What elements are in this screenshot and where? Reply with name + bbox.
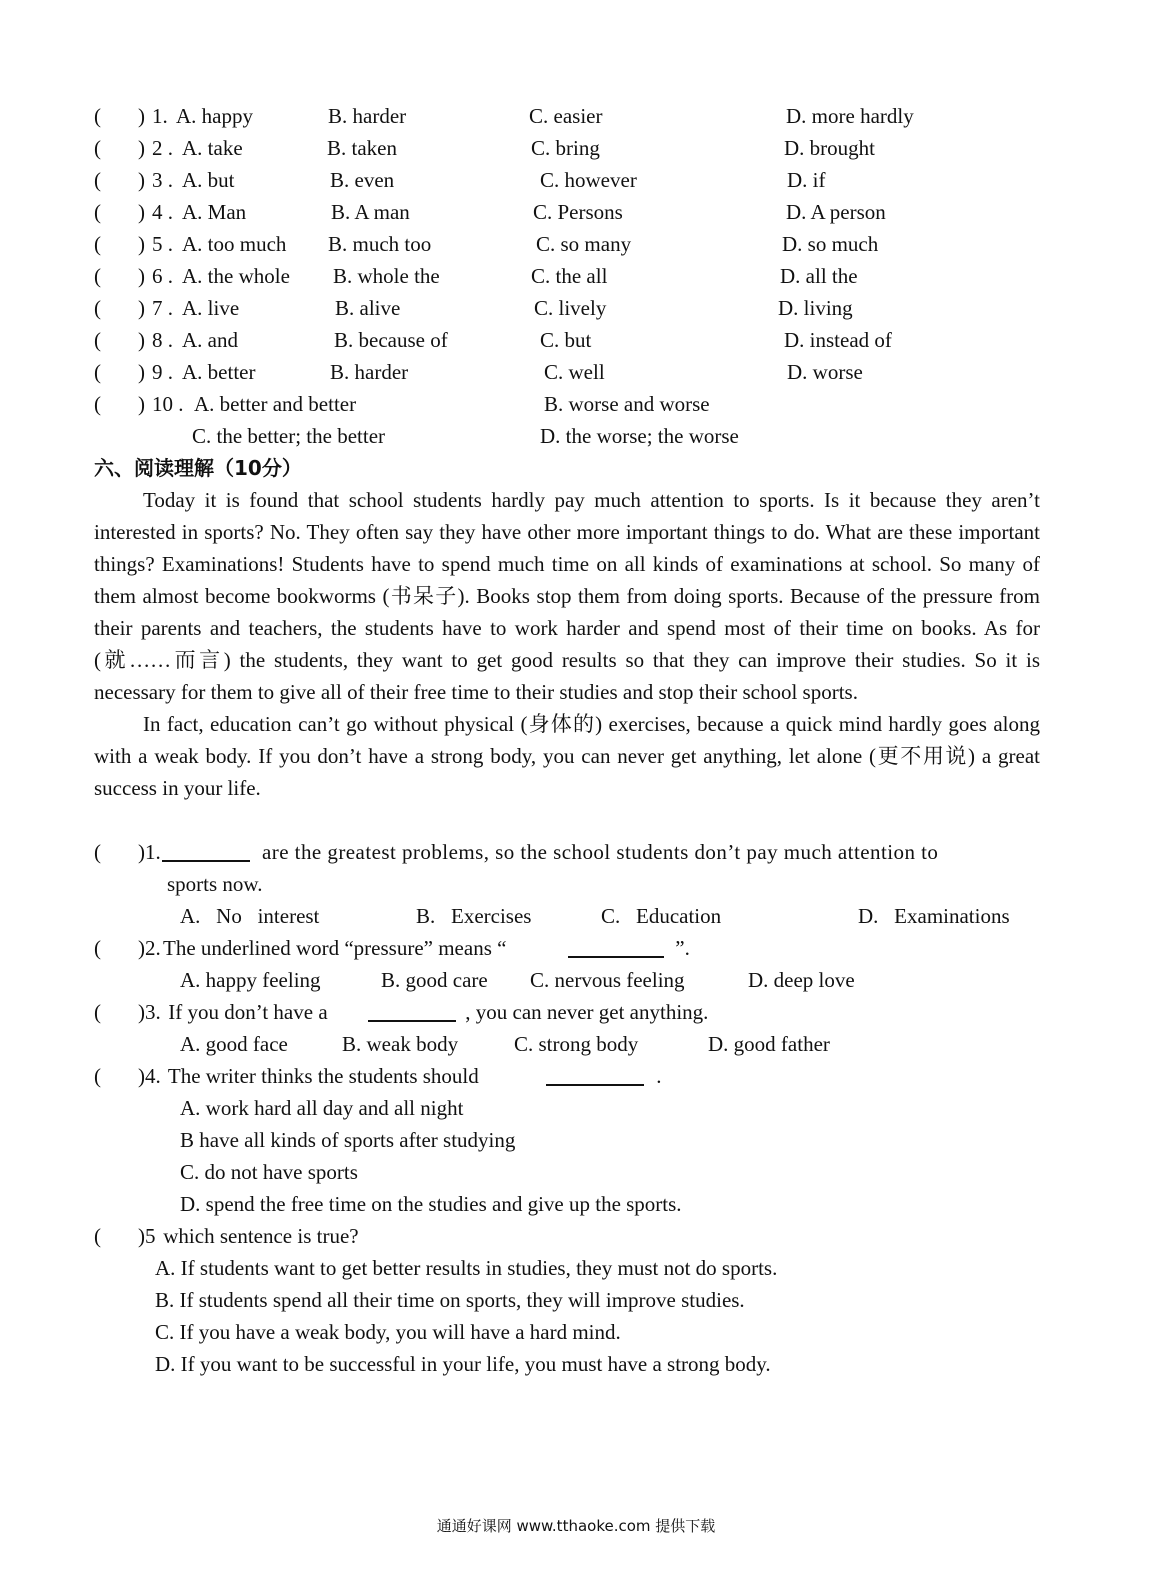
option-a: A. work hard all day and all night bbox=[180, 1096, 464, 1120]
option-d: D. brought bbox=[784, 136, 875, 160]
option-d: D. worse bbox=[787, 360, 863, 384]
answer-paren-open: ( bbox=[94, 136, 101, 160]
question-number: )1. bbox=[138, 840, 161, 864]
option-c: C. strong body bbox=[514, 1032, 639, 1056]
option-a: A. but bbox=[182, 168, 235, 192]
option-d: D. If you want to be successful in your life, you must have a strong body. bbox=[155, 1352, 771, 1376]
option-d: D. instead of bbox=[784, 328, 892, 352]
question-number: 2 . bbox=[152, 136, 173, 160]
question-text-continued: sports now. bbox=[167, 872, 263, 896]
option-c: C. do not have sports bbox=[180, 1160, 358, 1184]
option-b: B. much too bbox=[328, 232, 432, 256]
section-title: 六、阅读理解（10分） bbox=[94, 456, 302, 480]
answer-paren-close: ) bbox=[138, 168, 145, 192]
option-c: C. bring bbox=[531, 136, 600, 160]
question-text-end: . bbox=[651, 1064, 662, 1088]
question-number: 6 . bbox=[152, 264, 173, 288]
question-number: 10 . bbox=[152, 392, 184, 416]
question-text-end: , you can never get anything. bbox=[460, 1000, 709, 1024]
question-number: 5 . bbox=[152, 232, 173, 256]
question-text: The writer thinks the students should bbox=[163, 1064, 479, 1088]
option-d: D. good father bbox=[708, 1032, 830, 1056]
answer-paren-open: ( bbox=[94, 200, 101, 224]
answer-paren-close: ) bbox=[138, 136, 145, 160]
option-a: A. and bbox=[182, 328, 238, 352]
answer-blank bbox=[546, 1064, 644, 1086]
option-b: B. weak body bbox=[342, 1032, 459, 1056]
answer-paren-open: ( bbox=[94, 1064, 101, 1088]
option-a: A. Man bbox=[182, 200, 247, 224]
answer-paren-close: ) bbox=[138, 200, 145, 224]
option-a: A. happy feeling bbox=[180, 968, 321, 992]
question-text: If you don’t have a bbox=[163, 1000, 328, 1024]
option-c: C. the all bbox=[531, 264, 608, 288]
answer-paren-open: ( bbox=[94, 1224, 101, 1248]
option-d: D. more hardly bbox=[786, 104, 914, 128]
question-number: 8 . bbox=[152, 328, 173, 352]
answer-paren-open: ( bbox=[94, 104, 101, 128]
answer-paren-open: ( bbox=[94, 296, 101, 320]
option-c: C. Education bbox=[601, 904, 722, 928]
option-d: D. all the bbox=[780, 264, 858, 288]
option-a: A. No interest bbox=[180, 904, 320, 928]
question-text: are the greatest problems, so the school students don’t pay much attention to bbox=[262, 840, 939, 864]
option-c: C. but bbox=[540, 328, 592, 352]
option-d: D. Examinations bbox=[858, 904, 1010, 928]
option-b: B. Exercises bbox=[416, 904, 532, 928]
answer-blank bbox=[568, 936, 664, 958]
option-b: B. harder bbox=[330, 360, 409, 384]
option-d: D. if bbox=[787, 168, 826, 192]
answer-paren-close: ) bbox=[138, 104, 145, 128]
question-number: 3 . bbox=[152, 168, 173, 192]
question-text-end: ”. bbox=[670, 936, 690, 960]
page-footer: 通通好课网 www.tthaoke.com 提供下载 bbox=[436, 1517, 716, 1535]
option-b: B. If students spend all their time on sports, they will improve studies. bbox=[155, 1288, 745, 1312]
passage-paragraph-2: In fact, education can’t go without physical (身体的) exercises, because a quick mind hardly goes along with a weak body. If you don’t have a strong body, you can never get anything, let alone (更不用说) a great success in your life. bbox=[94, 712, 1040, 800]
answer-paren-close: ) bbox=[138, 264, 145, 288]
option-a: A. live bbox=[182, 296, 240, 320]
answer-blank bbox=[162, 840, 250, 862]
answer-paren-open: ( bbox=[94, 328, 101, 352]
answer-paren-open: ( bbox=[94, 392, 101, 416]
question-text: The underlined word “pressure” means “ bbox=[163, 936, 507, 960]
option-d: D. so much bbox=[782, 232, 879, 256]
option-c: C. the better; the better bbox=[192, 424, 386, 448]
reading-passage bbox=[94, 484, 1040, 804]
option-d: D. the worse; the worse bbox=[540, 424, 739, 448]
option-c: C. so many bbox=[536, 232, 632, 256]
option-c: C. well bbox=[544, 360, 605, 384]
option-a: A. take bbox=[182, 136, 243, 160]
option-b: B. taken bbox=[327, 136, 397, 160]
option-a: A. better and better bbox=[194, 392, 357, 416]
option-a: A. too much bbox=[182, 232, 287, 256]
answer-paren-close: ) bbox=[138, 296, 145, 320]
question-number: 9 . bbox=[152, 360, 173, 384]
option-a: A. happy bbox=[176, 104, 253, 128]
answer-paren-open: ( bbox=[94, 1000, 101, 1024]
answer-paren-open: ( bbox=[94, 264, 101, 288]
option-c: C. lively bbox=[534, 296, 607, 320]
question-number: )4. bbox=[138, 1064, 161, 1088]
option-d: D. A person bbox=[786, 200, 886, 224]
option-b: B have all kinds of sports after studying bbox=[180, 1128, 516, 1152]
option-d: D. living bbox=[778, 296, 853, 320]
question-number: )5 bbox=[138, 1224, 156, 1248]
answer-paren-open: ( bbox=[94, 840, 101, 864]
question-number: )2. bbox=[138, 936, 161, 960]
option-c: C. easier bbox=[529, 104, 603, 128]
option-c: C. however bbox=[540, 168, 637, 192]
option-b: B. good care bbox=[381, 968, 488, 992]
option-b: B. harder bbox=[328, 104, 407, 128]
answer-paren-open: ( bbox=[94, 168, 101, 192]
option-a: A. better bbox=[182, 360, 256, 384]
answer-paren-open: ( bbox=[94, 936, 101, 960]
option-c: C. Persons bbox=[533, 200, 623, 224]
option-d: D. deep love bbox=[748, 968, 855, 992]
option-b: B. because of bbox=[334, 328, 448, 352]
question-number: )3. bbox=[138, 1000, 161, 1024]
answer-paren-close: ) bbox=[138, 328, 145, 352]
option-c: C. If you have a weak body, you will have a hard mind. bbox=[155, 1320, 621, 1344]
answer-paren-close: ) bbox=[138, 392, 145, 416]
passage-paragraph-1: Today it is found that school students hardly pay much attention to sports. Is it because they aren’t interested in sports? No. They often say they have other more important things to do. What are these important things? Examinations! Students have to spend much time on all kinds of examinations at school. So many of them almost become bookworms (书呆子). Books stop them from doing sports. Because of the pressure from their parents and teachers, the students have to work harder and spend most of their time on books. As for (就……而言) the students, they want to get good results so that they can improve their studies. So it is necessary for them to give all of their free time to their studies and stop their school sports. bbox=[94, 488, 1040, 704]
option-a: A. the whole bbox=[182, 264, 290, 288]
question-text: which sentence is true? bbox=[158, 1224, 359, 1248]
question-number: 4 . bbox=[152, 200, 173, 224]
question-number: 1. bbox=[152, 104, 168, 128]
option-b: B. alive bbox=[335, 296, 401, 320]
option-b: B. even bbox=[330, 168, 395, 192]
option-a: A. If students want to get better results in studies, they must not do sports. bbox=[155, 1256, 778, 1280]
option-c: C. nervous feeling bbox=[530, 968, 685, 992]
answer-paren-open: ( bbox=[94, 232, 101, 256]
option-a: A. good face bbox=[180, 1032, 288, 1056]
answer-blank bbox=[368, 1000, 456, 1022]
question-number: 7 . bbox=[152, 296, 173, 320]
answer-paren-open: ( bbox=[94, 360, 101, 384]
answer-paren-close: ) bbox=[138, 360, 145, 384]
option-d: D. spend the free time on the studies and give up the sports. bbox=[180, 1192, 682, 1216]
option-b: B. A man bbox=[331, 200, 410, 224]
option-b: B. worse and worse bbox=[544, 392, 710, 416]
answer-paren-close: ) bbox=[138, 232, 145, 256]
option-b: B. whole the bbox=[333, 264, 440, 288]
